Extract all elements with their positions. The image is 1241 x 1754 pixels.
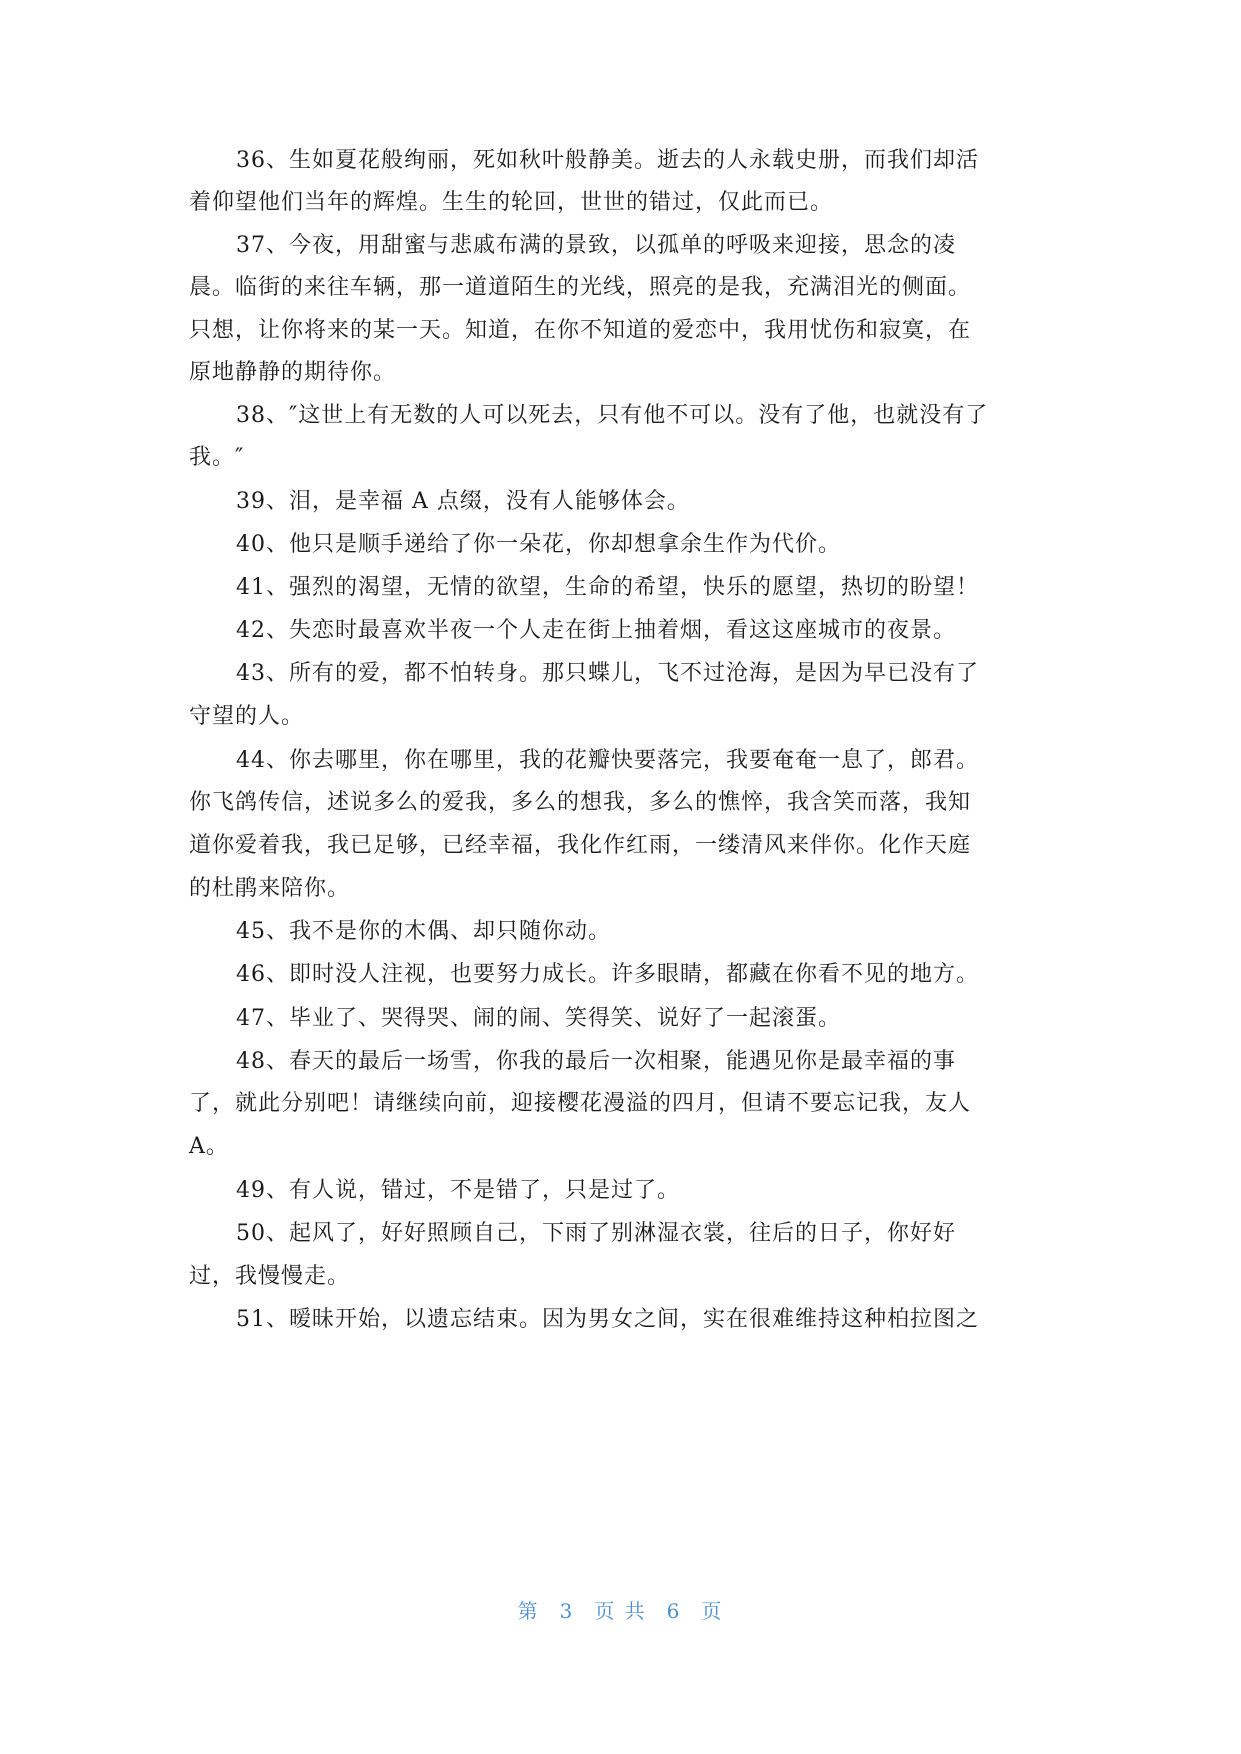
paragraph-text: 36、生如夏花般绚丽，死如秋叶般静美。逝去的人永载史册，而我们却活: [236, 148, 979, 173]
paragraph-text: A。: [189, 1134, 229, 1159]
footer-label-page: 第: [517, 1599, 540, 1623]
paragraph-text: 39、泪，是幸福 A 点缀，没有人能够体会。: [236, 489, 690, 514]
paragraph-text: 的杜鹃来陪你。: [189, 876, 351, 901]
paragraph-text: 47、毕业了、哭得哭、闹的闹、笑得笑、说好了一起滚蛋。: [236, 1006, 841, 1031]
paragraph-text: 守望的人。: [189, 704, 305, 729]
paragraph-text: 44、你去哪里，你在哪里，我的花瓣快要落完，我要奄奄一息了，郎君。: [236, 748, 979, 773]
paragraph-text: 50、起风了，好好照顾自己，下雨了别淋湿衣裳，往后的日子，你好好: [236, 1221, 956, 1246]
paragraph-text: 你飞鸽传信，述说多么的爱我，多么的想我，多么的憔悴，我含笑而落，我知: [189, 790, 972, 815]
footer-label-pages: 页: [701, 1599, 724, 1623]
paragraph-text: 过，我慢慢走。: [189, 1264, 351, 1289]
paragraph-text: 原地静静的期待你。: [189, 360, 397, 385]
paragraph-text: 48、春天的最后一场雪，你我的最后一次相聚，能遇见你是最幸福的事: [236, 1049, 956, 1074]
paragraph-text: 38、″这世上有无数的人可以死去，只有他不可以。没有了他，也就没有了: [236, 403, 989, 428]
paragraph-text: 42、失恋时最喜欢半夜一个人走在街上抽着烟，看这这座城市的夜景。: [236, 618, 956, 643]
paragraph-text: 晨。临街的来往车辆，那一道道陌生的光线，照亮的是我，充满泪光的侧面。: [189, 275, 972, 300]
paragraph-text: 37、今夜，用甜蜜与悲戚布满的景致，以孤单的呼吸来迎接，思念的凌: [236, 233, 956, 258]
paragraph-text: 40、他只是顺手递给了你一朵花，你却想拿余生作为代价。: [236, 532, 841, 557]
paragraph-text: 43、所有的爱，都不怕转身。那只蝶儿，飞不过沧海，是因为早已没有了: [236, 661, 979, 686]
paragraph-text: 了，就此分别吧！请继续向前，迎接樱花漫溢的四月，但请不要忘记我，友人: [189, 1091, 972, 1116]
footer-total-pages: 6: [666, 1599, 682, 1623]
footer-current-page: 3: [559, 1599, 575, 1623]
paragraph-text: 46、即时没人注视，也要努力成长。许多眼睛，都藏在你看不见的地方。: [236, 962, 979, 987]
page-footer: [0, 1597, 1241, 1625]
paragraph-text: 我。″: [189, 445, 245, 470]
paragraph-text: 45、我不是你的木偶、却只随你动。: [236, 919, 611, 944]
footer-label-of: 页 共: [594, 1599, 647, 1623]
paragraph-text: 41、强烈的渴望，无情的欲望，生命的希望，快乐的愿望，热切的盼望！: [236, 575, 979, 600]
paragraph-text: 着仰望他们当年的辉煌。生生的轮回，世世的错过，仅此而已。: [189, 190, 834, 215]
paragraph-text: 49、有人说，错过，不是错了，只是过了。: [236, 1178, 680, 1203]
paragraph-text: 51、暧昧开始，以遗忘结束。因为男女之间，实在很难维持这种柏拉图之: [236, 1307, 979, 1332]
paragraph-text: 只想，让你将来的某一天。知道，在你不知道的爱恋中，我用忧伤和寂寞，在: [189, 318, 972, 343]
paragraph-text: 道你爱着我，我已足够，已经幸福，我化作红雨，一缕清风来伴你。化作天庭: [189, 833, 972, 858]
